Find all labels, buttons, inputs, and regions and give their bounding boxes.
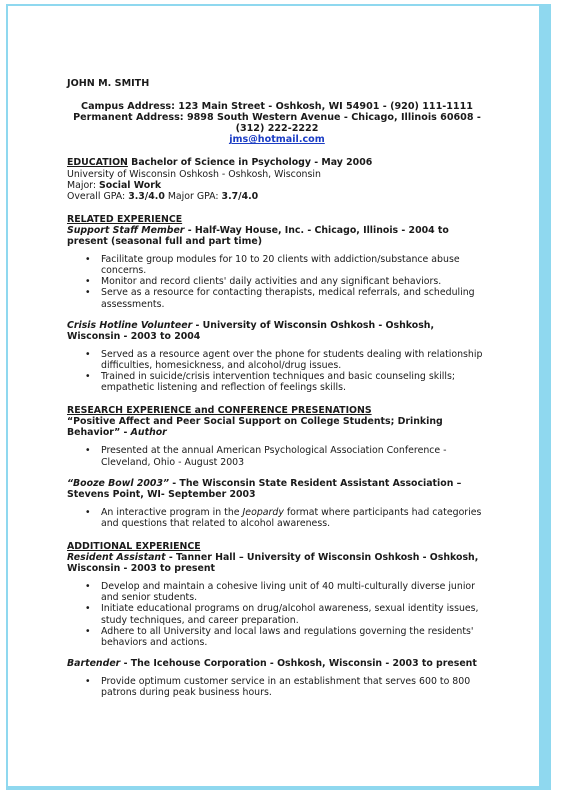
permanent-address: Permanent Address: 9898 South Western Avenue - Chicago, Illinois 60608 - (312) 222-2222 — [73, 112, 481, 135]
additional-experience-heading: ADDITIONAL EXPERIENCE — [67, 541, 201, 552]
email-link[interactable]: jms@hotmail.com — [229, 134, 325, 146]
gpa-line: Overall GPA: 3.3/4.0 Major GPA: 3.7/4.0 — [67, 190, 259, 202]
school: University of Wisconsin Oshkosh - Oshkosh, Wisconsin — [67, 168, 321, 180]
list-item: • Facilitate group modules for 10 to 20 clients with addiction/substance abuse concerns. — [85, 254, 460, 277]
related-experience-heading: RELATED EXPERIENCE — [67, 213, 183, 225]
list-item: • Served as a resource agent over the phone for students dealing with relationship difficulties, homesickness, and alcohol/drug issues. — [85, 348, 483, 371]
list-item: • Monitor and record clients' daily activities and any significant behaviors. — [85, 276, 442, 288]
list-item: • Serve as a resource for contacting therapists, medical referrals, and scheduling assessments. — [85, 287, 475, 310]
related-experience-section — [67, 214, 487, 393]
list-item: • Trained in suicide/crisis intervention techniques and basic counseling skills; empathetic listening and reflection of feelings skills. — [85, 370, 456, 394]
list-item: • Provide optimum customer service in an establishment that serves 600 to 800 patrons during peak business hours. — [85, 675, 471, 699]
additional-experience-section — [67, 541, 487, 698]
bullet-icon: • — [85, 276, 91, 288]
education-section — [67, 157, 487, 201]
research-section — [67, 405, 487, 529]
list-item: • Develop and maintain a cohesive living unit of 40 multi-culturally diverse junior and senior students. — [85, 581, 476, 604]
resume-document — [67, 78, 487, 698]
bullet-icon: • — [85, 348, 91, 360]
overall-gpa: 3.3/4.0 — [128, 190, 165, 202]
bullet-icon: • — [85, 506, 91, 518]
job-heading: Crisis Hotline Volunteer - University of Wisconsin Oshkosh - Oshkosh, Wisconsin - 2003 to 2004 — [67, 319, 435, 342]
bullet-icon: • — [85, 445, 91, 457]
job-bullets — [67, 254, 487, 309]
campus-address: Campus Address: 123 Main Street - Oshkosh, WI 54901 - (920) 111-1111 — [81, 101, 473, 113]
job-bullets — [67, 676, 487, 698]
list-item: • An interactive program in the Jeopardy format where participants had categories and questions that related to alcohol awareness. — [85, 506, 482, 529]
program-heading: “Booze Bowl 2003” - The Wisconsin State Resident Assistant Association – Stevens Point, WI- September 2003 — [67, 477, 462, 500]
job-bullets — [67, 349, 487, 393]
major-line: Major: Social Work — [67, 179, 162, 191]
bullet-icon: • — [85, 675, 91, 687]
job-heading: Resident Assistant - Tanner Hall – University of Wisconsin Oshkosh - Oshkosh, Wisconsin - 2003 to present — [67, 552, 479, 575]
degree: Bachelor of Science in Psychology - May 2006 — [127, 157, 373, 169]
research-heading: RESEARCH EXPERIENCE and CONFERENCE PRESENATIONS — [67, 405, 372, 417]
contact-block — [67, 101, 487, 145]
bullet-icon: • — [85, 625, 91, 637]
applicant-name: JOHN M. SMITH — [67, 78, 150, 89]
list-item: • Adhere to all University and local laws and regulations governing the residents' behaviors and actions. — [85, 625, 474, 648]
bullet-icon: • — [85, 254, 91, 266]
bullet-icon: • — [85, 603, 91, 615]
bullet-icon: • — [85, 287, 91, 299]
list-item: • Initiate educational programs on drug/alcohol awareness, sexual identity issues, study techniques, and career preparation. — [85, 603, 479, 626]
job-heading: Bartender - The Icehouse Corporation - Oshkosh, Wisconsin - 2003 to present — [67, 657, 477, 669]
bullet-icon: • — [85, 370, 91, 382]
list-item: • Presented at the annual American Psychological Association Conference - Cleveland, Ohio - August 2003 — [85, 445, 447, 468]
major-gpa: 3.7/4.0 — [221, 190, 259, 202]
major-value: Social Work — [99, 179, 162, 191]
job-bullets — [67, 581, 487, 648]
education-heading: EDUCATION — [67, 157, 128, 169]
paper-bullets — [67, 445, 487, 467]
bullet-icon: • — [85, 581, 91, 593]
job-heading: Support Staff Member - Half-Way House, Inc. - Chicago, Illinois - 2004 to present (seasonal full and part time) — [67, 224, 449, 248]
program-bullets — [67, 507, 487, 529]
paper-heading: “Positive Affect and Peer Social Support on College Students; Drinking Behavior” - Author — [67, 416, 443, 439]
